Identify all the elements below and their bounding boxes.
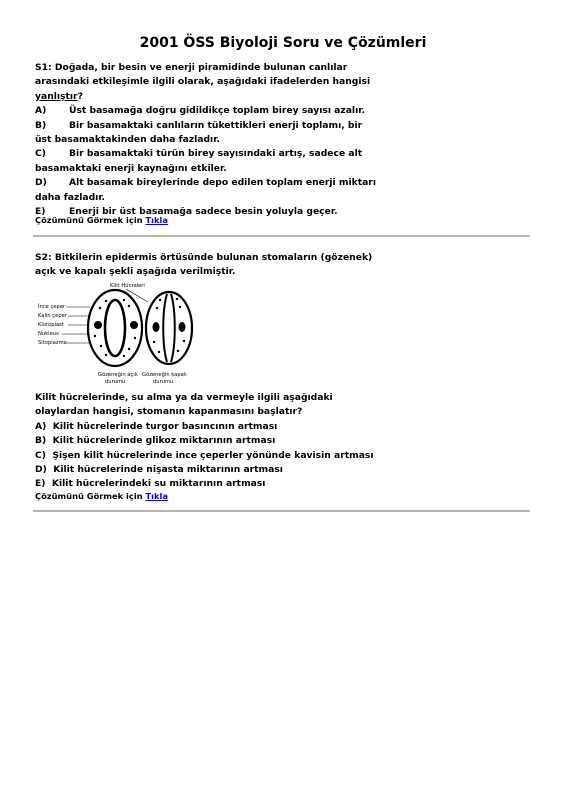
q1-stem-line: arasındaki etkileşimle ilgili olarak, aşağıdaki ifadelerden hangisi: [35, 76, 371, 88]
figure-label-cytoplasm: Sitoplazma: [38, 340, 67, 346]
q2-option-c: [35, 449, 374, 463]
q2-option-d: [35, 463, 365, 477]
q2-option-text: Kilit hücrelerinde glikoz miktarının artması: [52, 435, 276, 447]
figure-top-label: Kilit Hücreleri: [110, 283, 145, 289]
q1-option-text: Enerji bir üst basamağa sadece besin yoluyla geçer.: [69, 206, 338, 218]
q2-question-line: Kilit hücrelerinde, su alma ya da vermeyle ilgili aşağıdaki: [35, 392, 333, 403]
q2-solution-link[interactable]: Tıkla: [145, 491, 168, 501]
q2-option-key: B): [35, 435, 47, 447]
q2-question-line: olaylardan hangisi, stomanın kapanmasını başlatır?: [35, 406, 303, 418]
q2-option-key: C): [35, 449, 46, 461]
q1-solution-link[interactable]: Tıkla: [145, 215, 168, 225]
q1-solution-label: Çözümünü Görmek için: [35, 215, 143, 225]
q1-option-d: [35, 176, 376, 190]
figure-label-nucleus: Nukleus: [38, 331, 59, 337]
q2-option-e: [35, 477, 365, 491]
q1-option-text-cont: üst basamaktakinden daha fazladır.: [35, 134, 220, 146]
q2-option-key: A): [35, 420, 47, 432]
q1-option-key: E): [35, 206, 46, 218]
closed-stoma-drawing: [146, 292, 192, 364]
figure-label-chloroplast: Kloroplast: [38, 322, 64, 328]
question-1: [35, 61, 376, 219]
figure-label-thick-wall: Kalın çeper: [38, 313, 67, 319]
question-2-stem: [35, 251, 373, 280]
q1-option-a: [35, 104, 365, 118]
q1-option-c: [35, 147, 365, 161]
q2-option-text: Kilit hücrelerinde turgor basıncının artması: [52, 420, 278, 432]
q1-option-key: C): [35, 148, 46, 160]
q1-stem-qmark: ?: [77, 90, 83, 102]
q1-stem-underlined: yanlıştır: [35, 90, 78, 102]
q1-option-text: Bir basamaktaki canlıların tükettikleri enerji toplamı, bir: [69, 119, 363, 131]
open-stoma-drawing: [88, 290, 142, 366]
divider: [33, 235, 530, 237]
caption-open-line1: Gözeneğin açık: [98, 372, 138, 378]
page-title: 2001 ÖSS Biyoloji Soru ve Çözümleri: [139, 35, 427, 51]
q2-option-key: D): [35, 464, 47, 476]
q1-option-text: Bir basamaktaki türün birey sayısındaki artış, sadece alt: [69, 148, 363, 160]
q1-option-text-cont: daha fazladır.: [35, 191, 106, 203]
q2-option-a: [35, 420, 365, 434]
q1-solution: [35, 215, 168, 225]
q2-option-text: Şişen kilit hücrelerinde ince çeperler yönünde kavisin artması: [52, 449, 374, 461]
caption-open-line2: durumu: [105, 379, 126, 385]
q1-option-text-cont: basamaktaki enerji kaynağını etkiler.: [35, 162, 227, 174]
q1-stem-line: S1: Doğada, bir besin ve enerji piramidinde bulunan canlılar: [35, 62, 348, 73]
q2-option-key: E): [35, 478, 46, 490]
q1-stem-line-end: [35, 90, 365, 104]
q2-solution: [35, 491, 168, 501]
q1-option-key: D): [35, 177, 47, 189]
q1-option-b: [35, 119, 365, 133]
q2-stem-line: S2: Bitkilerin epidermis örtüsünde bulunan stomaların (gözenek): [35, 252, 373, 263]
q1-option-key: A): [35, 105, 47, 117]
q1-option-key: B): [35, 119, 47, 131]
q2-option-b: [35, 434, 365, 448]
figure-label-thin-wall: İnce çeper: [38, 304, 66, 310]
stomata-figure: [36, 280, 196, 390]
q2-solution-label: Çözümünü Görmek için: [35, 491, 143, 501]
q1-option-text: Üst basamağa doğru gidildikçe toplam birey sayısı azalır.: [69, 105, 365, 117]
caption-closed-line2: durumu: [153, 379, 174, 385]
q2-option-text: Kilit hücrelerindeki su miktarının artması: [51, 478, 266, 490]
q2-option-text: Kilit hücrelerinde nişasta miktarının artması: [53, 464, 283, 476]
q1-option-text: Alt basamak bireylerinde depo edilen toplam enerji miktarı: [69, 177, 376, 189]
q2-stem-line: açık ve kapalı şekli aşağıda verilmiştir.: [35, 266, 236, 278]
divider: [33, 510, 530, 512]
caption-closed-line1: Gözeneğin kapalı: [142, 372, 187, 378]
question-2-body: [35, 391, 374, 492]
